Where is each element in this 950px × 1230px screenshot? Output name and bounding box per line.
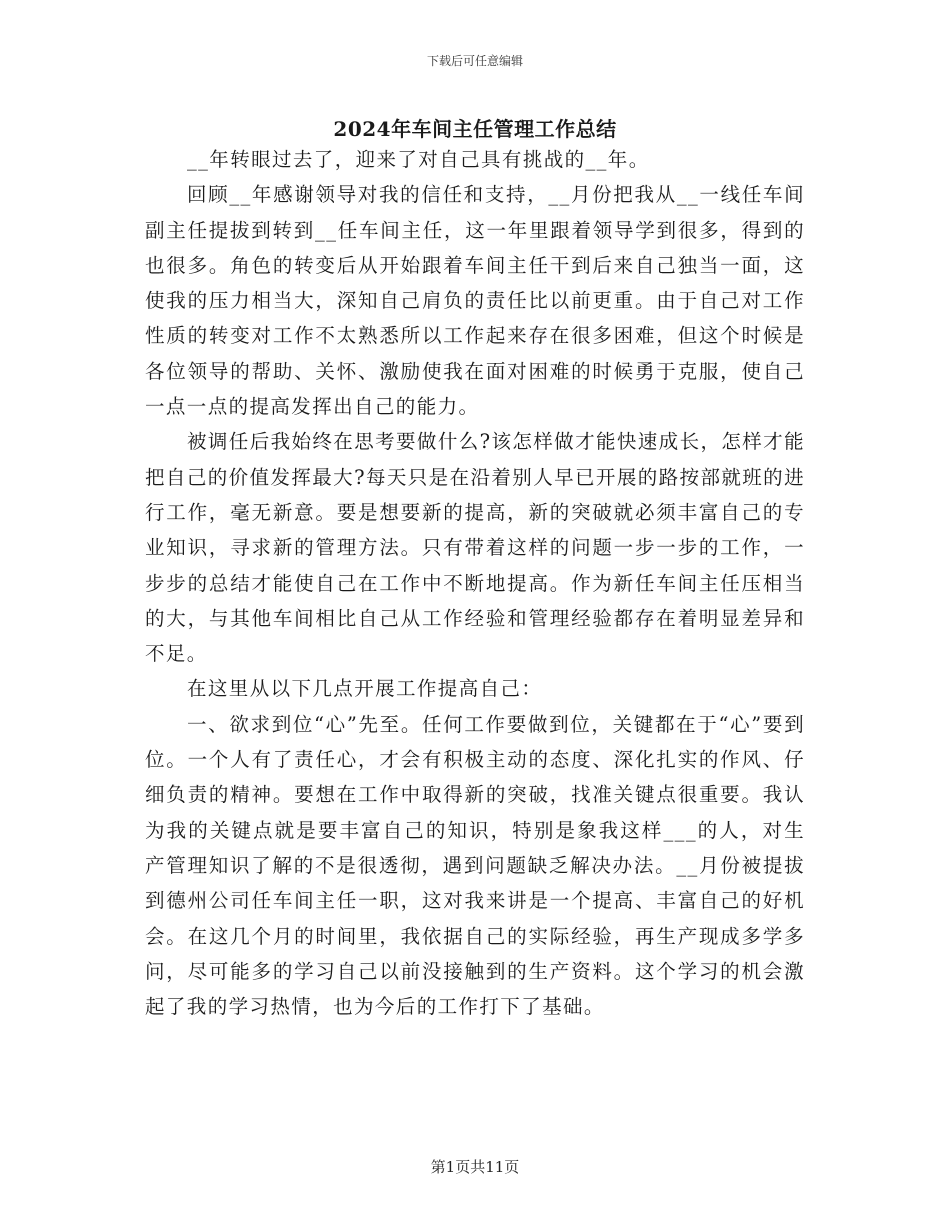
page-number: 第1页共11页 <box>430 1158 520 1176</box>
header-note: 下载后可任意编辑 <box>426 54 523 68</box>
paragraph-intro: __年转眼过去了，迎来了对自己具有挑战的__年。 <box>187 148 650 171</box>
paragraph-review: 回顾__年感谢领导对我的信任和支持，__月份把我从__一线任车间副主任提拔到转到__任车间主任，这一年里跟着领导学到很多，得到的也很多。角色的转变后从开始跟着车间主任干到后来自己独当一面，这使我的压力相当大，深知自己肩负的责任比以前更重。由于自己对工作性质的转变对工作不太熟悉所以工作起来存在很多困难，但这个时候是各位领导的帮助、关怀、激励使我在面对困难的时候勇于克服，使自己一点一点的提高发挥出自己的能力。 <box>145 183 805 419</box>
paragraph-point-one: 一、欲求到位“心”先至。任何工作要做到位，关键都在于“心”要到位。一个人有了责任心，才会有积极主动的态度、深化扎实的作风、仔细负责的精神。要想在工作中取得新的突破，找准关键点很重要。我认为我的关键点就是要丰富自己的知识，特别是象我这样___的人，对生产管理知识了解的不是很透彻，遇到问题缺乏解决办法。__月份被提拔到德州公司任车间主任一职，这对我来讲是一个提高、丰富自己的好机会。在这几个月的时间里，我依据自己的实际经验，再生产现成多学多问，尽可能多的学习自己以前没接触到的生产资料。这个学习的机会激起了我的学习热情，也为今后的工作打下了基础。 <box>145 712 805 1019</box>
paragraph-plan-intro: 在这里从以下几点开展工作提高自己： <box>187 677 543 701</box>
paragraph-reflection: 被调任后我始终在思考要做什么?该怎样做才能快速成长，怎样才能把自己的价值发挥最大?每天只是在沿着别人早已开展的路按部就班的进行工作，毫无新意。要是想要新的提高，新的突破就必须丰富自己的专业知识，寻求新的管理方法。只有带着这样的问题一步一步的工作，一步步的总结才能使自己在工作中不断地提高。作为新任车间主任压相当的大，与其他车间相比自己从工作经验和管理经验都存在着明显差异和不足。 <box>145 430 805 666</box>
document-title: 2024年车间主任管理工作总结 <box>333 117 617 141</box>
document-body <box>145 142 805 1024</box>
